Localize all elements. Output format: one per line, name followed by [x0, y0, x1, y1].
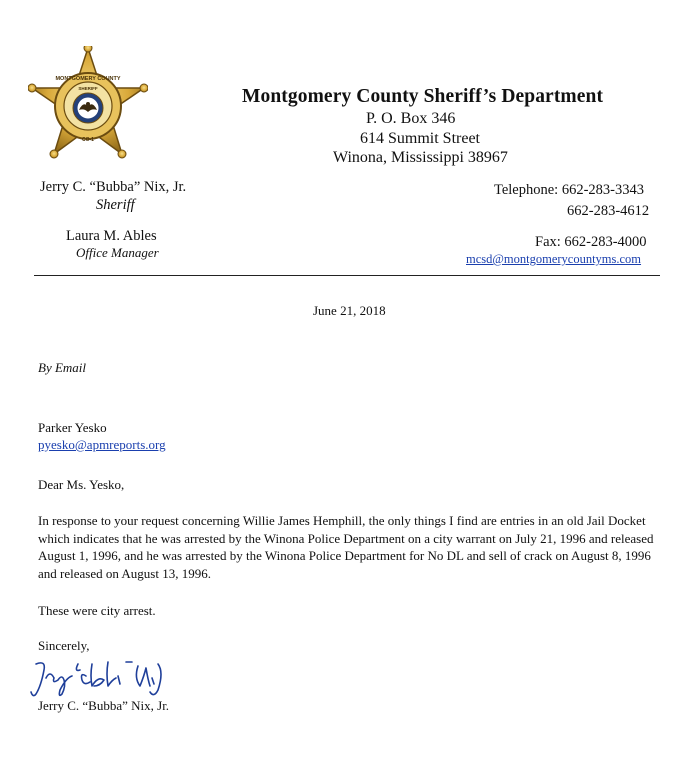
fax-number: Fax: 662-283-4000 — [535, 234, 647, 250]
office-manager-title: Office Manager — [76, 245, 159, 260]
recipient-email-link[interactable]: pyesko@apmreports.org — [38, 437, 166, 452]
department-email-link[interactable]: mcsd@montgomerycountyms.com — [466, 252, 642, 266]
telephone-primary: Telephone: 662-283-3343 — [494, 182, 644, 198]
signer-name: Jerry C. “Bubba” Nix, Jr. — [38, 698, 170, 713]
letter-date: June 21, 2018 — [313, 303, 386, 318]
delivery-method: By Email — [38, 360, 87, 375]
recipient-name: Parker Yesko — [38, 420, 107, 435]
address-city: Winona, Mississippi 38967 — [333, 149, 508, 166]
telephone-secondary: 662-283-4612 — [567, 203, 650, 219]
svg-text:CO-1: CO-1 — [82, 137, 94, 143]
department-name: Montgomery County Sheriff’s Department — [242, 86, 604, 107]
svg-text:SHERIFF: SHERIFF — [78, 86, 98, 91]
letterhead-divider — [34, 275, 660, 276]
office-manager-name: Laura M. Ables — [66, 228, 157, 244]
handwritten-signature-icon — [28, 656, 168, 700]
sheriff-name: Jerry C. “Bubba” Nix, Jr. — [40, 179, 187, 195]
salutation: Dear Ms. Yesko, — [38, 477, 125, 492]
sheriff-star-badge-icon — [28, 46, 148, 166]
body-paragraph-1: In response to your request concerning Willie James Hemphill, the only things I find are entries in an old Jail Docket which indicates that he was arrested by the Winona Police Department on a city warrant on July 21, 1996 and released August 1, 1996, and he was arrested by the Winona Police Department for No DL and sell of crack on August 8, 1996 and released on August 13, 1996. — [38, 513, 654, 581]
address-street: 614 Summit Street — [360, 130, 480, 147]
sheriff-title: Sheriff — [96, 197, 135, 213]
closing: Sincerely, — [38, 638, 90, 653]
body-paragraph-2: These were city arrest. — [38, 603, 156, 618]
address-po-box: P. O. Box 346 — [366, 110, 456, 127]
svg-text:MONTGOMERY COUNTY: MONTGOMERY COUNTY — [55, 76, 121, 82]
